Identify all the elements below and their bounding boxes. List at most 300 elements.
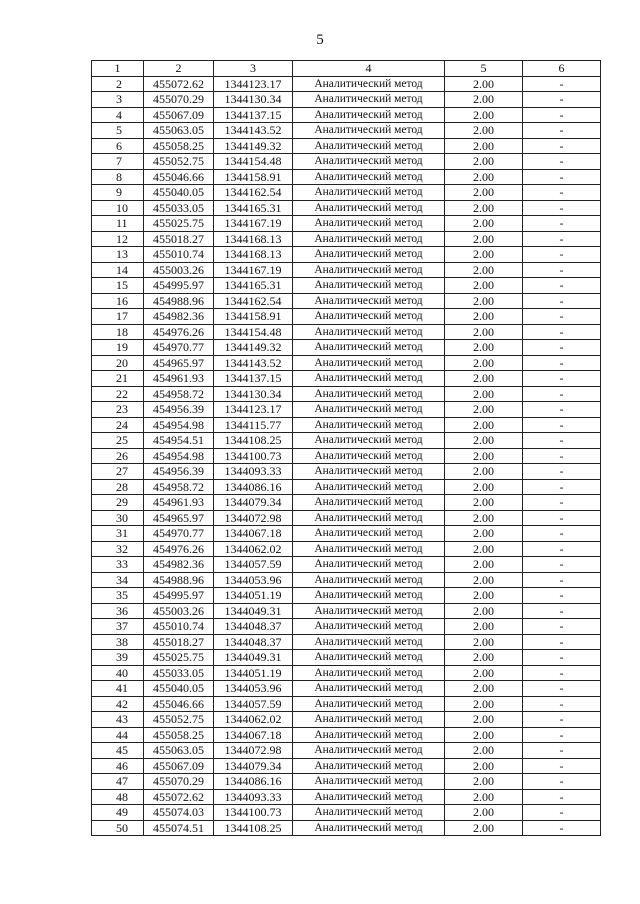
point-number-cell: 49 [92, 805, 144, 821]
table-row [92, 185, 601, 201]
method-cell: Аналитический метод [293, 758, 445, 774]
x-coordinate-cell: 455052.75 [144, 154, 214, 170]
table-row [92, 231, 601, 247]
point-number-cell: 42 [92, 696, 144, 712]
accuracy-cell: 2.00 [445, 634, 523, 650]
y-coordinate-cell: 1344049.31 [214, 650, 293, 666]
point-number-cell: 5 [92, 123, 144, 139]
table-row [92, 634, 601, 650]
note-cell: - [523, 371, 601, 387]
method-cell: Аналитический метод [293, 526, 445, 542]
accuracy-cell: 2.00 [445, 464, 523, 480]
note-cell: - [523, 386, 601, 402]
x-coordinate-cell: 454958.72 [144, 479, 214, 495]
accuracy-cell: 2.00 [445, 231, 523, 247]
accuracy-cell: 2.00 [445, 293, 523, 309]
y-coordinate-cell: 1344123.17 [214, 402, 293, 418]
table-row [92, 340, 601, 356]
note-cell: - [523, 138, 601, 154]
note-cell: - [523, 200, 601, 216]
accuracy-cell: 2.00 [445, 185, 523, 201]
note-cell: - [523, 231, 601, 247]
note-cell: - [523, 774, 601, 790]
accuracy-cell: 2.00 [445, 169, 523, 185]
table-row [92, 107, 601, 123]
y-coordinate-cell: 1344057.59 [214, 696, 293, 712]
point-number-cell: 3 [92, 92, 144, 108]
method-cell: Аналитический метод [293, 417, 445, 433]
y-coordinate-cell: 1344149.32 [214, 138, 293, 154]
x-coordinate-cell: 455033.05 [144, 665, 214, 681]
note-cell: - [523, 696, 601, 712]
note-cell: - [523, 758, 601, 774]
x-coordinate-cell: 455018.27 [144, 634, 214, 650]
point-number-cell: 2 [92, 76, 144, 92]
y-coordinate-cell: 1344167.19 [214, 216, 293, 232]
method-cell: Аналитический метод [293, 743, 445, 759]
table-row [92, 433, 601, 449]
note-cell: - [523, 247, 601, 263]
y-coordinate-cell: 1344154.48 [214, 154, 293, 170]
y-coordinate-cell: 1344048.37 [214, 619, 293, 635]
y-coordinate-cell: 1344079.34 [214, 495, 293, 511]
accuracy-cell: 2.00 [445, 247, 523, 263]
accuracy-cell: 2.00 [445, 355, 523, 371]
x-coordinate-cell: 455074.03 [144, 805, 214, 821]
method-cell: Аналитический метод [293, 355, 445, 371]
y-coordinate-cell: 1344165.31 [214, 278, 293, 294]
table-row [92, 247, 601, 263]
accuracy-cell: 2.00 [445, 789, 523, 805]
table-row [92, 619, 601, 635]
x-coordinate-cell: 454965.97 [144, 510, 214, 526]
point-number-cell: 39 [92, 650, 144, 666]
method-cell: Аналитический метод [293, 464, 445, 480]
accuracy-cell: 2.00 [445, 123, 523, 139]
accuracy-cell: 2.00 [445, 200, 523, 216]
accuracy-cell: 2.00 [445, 107, 523, 123]
x-coordinate-cell: 454970.77 [144, 526, 214, 542]
point-number-cell: 46 [92, 758, 144, 774]
point-number-cell: 29 [92, 495, 144, 511]
x-coordinate-cell: 454954.98 [144, 448, 214, 464]
table-row [92, 712, 601, 728]
y-coordinate-cell: 1344149.32 [214, 340, 293, 356]
accuracy-cell: 2.00 [445, 309, 523, 325]
note-cell: - [523, 665, 601, 681]
y-coordinate-cell: 1344108.25 [214, 820, 293, 836]
accuracy-cell: 2.00 [445, 572, 523, 588]
x-coordinate-cell: 454956.39 [144, 402, 214, 418]
method-cell: Аналитический метод [293, 340, 445, 356]
accuracy-cell: 2.00 [445, 417, 523, 433]
table-row [92, 510, 601, 526]
note-cell: - [523, 681, 601, 697]
y-coordinate-cell: 1344108.25 [214, 433, 293, 449]
table-row [92, 789, 601, 805]
x-coordinate-cell: 455074.51 [144, 820, 214, 836]
table-row [92, 216, 601, 232]
header-cell: 2 [144, 61, 214, 77]
point-number-cell: 31 [92, 526, 144, 542]
y-coordinate-cell: 1344067.18 [214, 727, 293, 743]
method-cell: Аналитический метод [293, 138, 445, 154]
x-coordinate-cell: 454976.26 [144, 324, 214, 340]
point-number-cell: 10 [92, 200, 144, 216]
y-coordinate-cell: 1344100.73 [214, 805, 293, 821]
method-cell: Аналитический метод [293, 665, 445, 681]
method-cell: Аналитический метод [293, 386, 445, 402]
accuracy-cell: 2.00 [445, 820, 523, 836]
point-number-cell: 33 [92, 557, 144, 573]
y-coordinate-cell: 1344051.19 [214, 665, 293, 681]
table-row [92, 557, 601, 573]
y-coordinate-cell: 1344093.33 [214, 789, 293, 805]
method-cell: Аналитический метод [293, 216, 445, 232]
point-number-cell: 37 [92, 619, 144, 635]
x-coordinate-cell: 455046.66 [144, 696, 214, 712]
header-cell: 1 [92, 61, 144, 77]
y-coordinate-cell: 1344137.15 [214, 107, 293, 123]
y-coordinate-cell: 1344053.96 [214, 572, 293, 588]
point-number-cell: 19 [92, 340, 144, 356]
table-row [92, 154, 601, 170]
note-cell: - [523, 464, 601, 480]
y-coordinate-cell: 1344143.52 [214, 355, 293, 371]
method-cell: Аналитический метод [293, 557, 445, 573]
note-cell: - [523, 634, 601, 650]
y-coordinate-cell: 1344165.31 [214, 200, 293, 216]
x-coordinate-cell: 455058.25 [144, 138, 214, 154]
point-number-cell: 18 [92, 324, 144, 340]
note-cell: - [523, 820, 601, 836]
y-coordinate-cell: 1344067.18 [214, 526, 293, 542]
method-cell: Аналитический метод [293, 696, 445, 712]
point-number-cell: 26 [92, 448, 144, 464]
accuracy-cell: 2.00 [445, 324, 523, 340]
point-number-cell: 24 [92, 417, 144, 433]
note-cell: - [523, 417, 601, 433]
table-row [92, 603, 601, 619]
method-cell: Аналитический метод [293, 402, 445, 418]
table-row [92, 820, 601, 836]
point-number-cell: 4 [92, 107, 144, 123]
table-row [92, 417, 601, 433]
y-coordinate-cell: 1344053.96 [214, 681, 293, 697]
x-coordinate-cell: 455072.62 [144, 789, 214, 805]
y-coordinate-cell: 1344123.17 [214, 76, 293, 92]
note-cell: - [523, 619, 601, 635]
point-number-cell: 28 [92, 479, 144, 495]
x-coordinate-cell: 454956.39 [144, 464, 214, 480]
method-cell: Аналитический метод [293, 324, 445, 340]
y-coordinate-cell: 1344168.13 [214, 231, 293, 247]
point-number-cell: 30 [92, 510, 144, 526]
point-number-cell: 40 [92, 665, 144, 681]
accuracy-cell: 2.00 [445, 433, 523, 449]
method-cell: Аналитический метод [293, 479, 445, 495]
note-cell: - [523, 309, 601, 325]
note-cell: - [523, 123, 601, 139]
point-number-cell: 48 [92, 789, 144, 805]
point-number-cell: 6 [92, 138, 144, 154]
accuracy-cell: 2.00 [445, 665, 523, 681]
accuracy-cell: 2.00 [445, 510, 523, 526]
y-coordinate-cell: 1344158.91 [214, 169, 293, 185]
y-coordinate-cell: 1344130.34 [214, 386, 293, 402]
x-coordinate-cell: 454995.97 [144, 278, 214, 294]
y-coordinate-cell: 1344100.73 [214, 448, 293, 464]
accuracy-cell: 2.00 [445, 603, 523, 619]
table-row [92, 665, 601, 681]
x-coordinate-cell: 454961.93 [144, 371, 214, 387]
method-cell: Аналитический метод [293, 433, 445, 449]
table-row [92, 541, 601, 557]
method-cell: Аналитический метод [293, 278, 445, 294]
point-number-cell: 35 [92, 588, 144, 604]
y-coordinate-cell: 1344049.31 [214, 603, 293, 619]
table-row [92, 278, 601, 294]
note-cell: - [523, 433, 601, 449]
table-row [92, 572, 601, 588]
accuracy-cell: 2.00 [445, 278, 523, 294]
y-coordinate-cell: 1344062.02 [214, 541, 293, 557]
x-coordinate-cell: 455072.62 [144, 76, 214, 92]
table-row [92, 743, 601, 759]
note-cell: - [523, 76, 601, 92]
table-row [92, 448, 601, 464]
note-cell: - [523, 526, 601, 542]
accuracy-cell: 2.00 [445, 557, 523, 573]
header-cell: 5 [445, 61, 523, 77]
table-row [92, 123, 601, 139]
note-cell: - [523, 262, 601, 278]
point-number-cell: 14 [92, 262, 144, 278]
x-coordinate-cell: 455033.05 [144, 200, 214, 216]
table-row [92, 200, 601, 216]
table-row [92, 169, 601, 185]
point-number-cell: 22 [92, 386, 144, 402]
note-cell: - [523, 216, 601, 232]
table-row [92, 479, 601, 495]
y-coordinate-cell: 1344162.54 [214, 185, 293, 201]
accuracy-cell: 2.00 [445, 371, 523, 387]
method-cell: Аналитический метод [293, 293, 445, 309]
y-coordinate-cell: 1344051.19 [214, 588, 293, 604]
x-coordinate-cell: 455058.25 [144, 727, 214, 743]
note-cell: - [523, 448, 601, 464]
accuracy-cell: 2.00 [445, 386, 523, 402]
table-row [92, 696, 601, 712]
table-row [92, 650, 601, 666]
y-coordinate-cell: 1344162.54 [214, 293, 293, 309]
y-coordinate-cell: 1344167.19 [214, 262, 293, 278]
y-coordinate-cell: 1344086.16 [214, 479, 293, 495]
x-coordinate-cell: 454988.96 [144, 293, 214, 309]
accuracy-cell: 2.00 [445, 526, 523, 542]
method-cell: Аналитический метод [293, 650, 445, 666]
method-cell: Аналитический метод [293, 681, 445, 697]
method-cell: Аналитический метод [293, 107, 445, 123]
x-coordinate-cell: 454970.77 [144, 340, 214, 356]
table-row [92, 138, 601, 154]
point-number-cell: 47 [92, 774, 144, 790]
method-cell: Аналитический метод [293, 247, 445, 263]
y-coordinate-cell: 1344143.52 [214, 123, 293, 139]
point-number-cell: 44 [92, 727, 144, 743]
table-row [92, 324, 601, 340]
accuracy-cell: 2.00 [445, 681, 523, 697]
point-number-cell: 17 [92, 309, 144, 325]
note-cell: - [523, 278, 601, 294]
note-cell: - [523, 293, 601, 309]
table-row [92, 76, 601, 92]
accuracy-cell: 2.00 [445, 727, 523, 743]
x-coordinate-cell: 454958.72 [144, 386, 214, 402]
method-cell: Аналитический метод [293, 510, 445, 526]
table-row [92, 293, 601, 309]
accuracy-cell: 2.00 [445, 479, 523, 495]
accuracy-cell: 2.00 [445, 262, 523, 278]
point-number-cell: 36 [92, 603, 144, 619]
accuracy-cell: 2.00 [445, 743, 523, 759]
table-row [92, 386, 601, 402]
accuracy-cell: 2.00 [445, 712, 523, 728]
x-coordinate-cell: 455067.09 [144, 758, 214, 774]
x-coordinate-cell: 455063.05 [144, 743, 214, 759]
note-cell: - [523, 510, 601, 526]
point-number-cell: 34 [92, 572, 144, 588]
note-cell: - [523, 650, 601, 666]
note-cell: - [523, 541, 601, 557]
note-cell: - [523, 743, 601, 759]
note-cell: - [523, 789, 601, 805]
y-coordinate-cell: 1344072.98 [214, 743, 293, 759]
accuracy-cell: 2.00 [445, 216, 523, 232]
method-cell: Аналитический метод [293, 200, 445, 216]
accuracy-cell: 2.00 [445, 402, 523, 418]
y-coordinate-cell: 1344158.91 [214, 309, 293, 325]
table-row [92, 758, 601, 774]
x-coordinate-cell: 454982.36 [144, 309, 214, 325]
point-number-cell: 13 [92, 247, 144, 263]
table-row [92, 309, 601, 325]
x-coordinate-cell: 454995.97 [144, 588, 214, 604]
x-coordinate-cell: 454976.26 [144, 541, 214, 557]
point-number-cell: 50 [92, 820, 144, 836]
note-cell: - [523, 402, 601, 418]
point-number-cell: 38 [92, 634, 144, 650]
x-coordinate-cell: 455018.27 [144, 231, 214, 247]
y-coordinate-cell: 1344137.15 [214, 371, 293, 387]
x-coordinate-cell: 455040.05 [144, 681, 214, 697]
note-cell: - [523, 324, 601, 340]
x-coordinate-cell: 454982.36 [144, 557, 214, 573]
method-cell: Аналитический метод [293, 169, 445, 185]
table-row [92, 355, 601, 371]
x-coordinate-cell: 455040.05 [144, 185, 214, 201]
note-cell: - [523, 588, 601, 604]
accuracy-cell: 2.00 [445, 805, 523, 821]
point-number-cell: 9 [92, 185, 144, 201]
accuracy-cell: 2.00 [445, 495, 523, 511]
x-coordinate-cell: 454965.97 [144, 355, 214, 371]
point-number-cell: 7 [92, 154, 144, 170]
note-cell: - [523, 107, 601, 123]
table-row [92, 262, 601, 278]
y-coordinate-cell: 1344086.16 [214, 774, 293, 790]
point-number-cell: 15 [92, 278, 144, 294]
note-cell: - [523, 340, 601, 356]
method-cell: Аналитический метод [293, 712, 445, 728]
accuracy-cell: 2.00 [445, 588, 523, 604]
coordinates-table [91, 60, 601, 836]
x-coordinate-cell: 455070.29 [144, 92, 214, 108]
point-number-cell: 41 [92, 681, 144, 697]
table-row [92, 526, 601, 542]
x-coordinate-cell: 455003.26 [144, 603, 214, 619]
accuracy-cell: 2.00 [445, 76, 523, 92]
accuracy-cell: 2.00 [445, 541, 523, 557]
accuracy-cell: 2.00 [445, 138, 523, 154]
x-coordinate-cell: 454954.98 [144, 417, 214, 433]
method-cell: Аналитический метод [293, 619, 445, 635]
x-coordinate-cell: 454961.93 [144, 495, 214, 511]
table-row [92, 805, 601, 821]
y-coordinate-cell: 1344072.98 [214, 510, 293, 526]
x-coordinate-cell: 455025.75 [144, 650, 214, 666]
note-cell: - [523, 169, 601, 185]
note-cell: - [523, 185, 601, 201]
x-coordinate-cell: 455010.74 [144, 247, 214, 263]
method-cell: Аналитический метод [293, 572, 445, 588]
x-coordinate-cell: 455067.09 [144, 107, 214, 123]
method-cell: Аналитический метод [293, 541, 445, 557]
table-row [92, 92, 601, 108]
note-cell: - [523, 712, 601, 728]
point-number-cell: 23 [92, 402, 144, 418]
note-cell: - [523, 479, 601, 495]
accuracy-cell: 2.00 [445, 696, 523, 712]
x-coordinate-cell: 454954.51 [144, 433, 214, 449]
x-coordinate-cell: 455025.75 [144, 216, 214, 232]
note-cell: - [523, 154, 601, 170]
note-cell: - [523, 603, 601, 619]
point-number-cell: 25 [92, 433, 144, 449]
method-cell: Аналитический метод [293, 727, 445, 743]
y-coordinate-cell: 1344154.48 [214, 324, 293, 340]
point-number-cell: 11 [92, 216, 144, 232]
method-cell: Аналитический метод [293, 371, 445, 387]
x-coordinate-cell: 455052.75 [144, 712, 214, 728]
page-number: 5 [316, 32, 324, 48]
y-coordinate-cell: 1344168.13 [214, 247, 293, 263]
x-coordinate-cell: 455070.29 [144, 774, 214, 790]
note-cell: - [523, 495, 601, 511]
header-cell: 3 [214, 61, 293, 77]
note-cell: - [523, 355, 601, 371]
method-cell: Аналитический метод [293, 448, 445, 464]
point-number-cell: 32 [92, 541, 144, 557]
method-cell: Аналитический метод [293, 231, 445, 247]
point-number-cell: 45 [92, 743, 144, 759]
method-cell: Аналитический метод [293, 92, 445, 108]
point-number-cell: 16 [92, 293, 144, 309]
point-number-cell: 43 [92, 712, 144, 728]
note-cell: - [523, 805, 601, 821]
header-cell: 4 [293, 61, 445, 77]
method-cell: Аналитический метод [293, 262, 445, 278]
